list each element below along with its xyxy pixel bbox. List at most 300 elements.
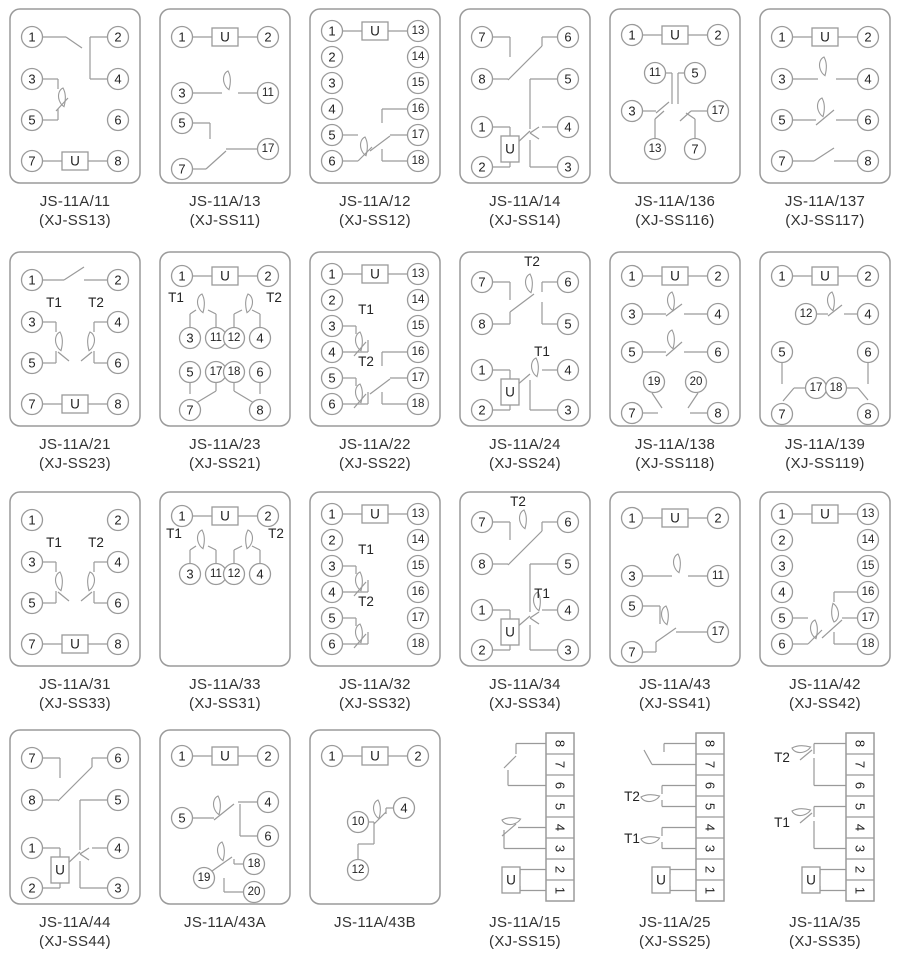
terminal-7	[622, 642, 643, 663]
terminal-6	[558, 27, 579, 48]
svg-text:15: 15	[411, 77, 425, 89]
strip-cell-number: 7	[702, 760, 718, 769]
terminal-2	[258, 746, 279, 767]
svg-text:1: 1	[178, 508, 186, 524]
terminal-4	[858, 304, 879, 325]
svg-text:8: 8	[256, 402, 264, 418]
svg-text:2: 2	[328, 49, 336, 65]
u-coil-label: U	[670, 268, 680, 284]
svg-text:2: 2	[478, 159, 486, 175]
circuit-diagram	[750, 728, 900, 906]
svg-text:4: 4	[114, 314, 122, 330]
terminal-13	[858, 504, 879, 525]
terminal-4	[558, 360, 579, 381]
terminal-3	[772, 69, 793, 90]
terminal-14	[408, 290, 429, 311]
svg-text:6: 6	[714, 344, 722, 360]
contact-tag: T1	[166, 526, 182, 541]
svg-text:1: 1	[328, 748, 336, 764]
svg-text:3: 3	[28, 71, 36, 87]
svg-text:2: 2	[414, 748, 422, 764]
svg-text:6: 6	[564, 514, 572, 530]
terminal-6	[250, 362, 271, 383]
panel-subcaption: (XJ-SS42)	[789, 695, 861, 712]
terminal-1	[622, 25, 643, 46]
svg-text:4: 4	[256, 330, 264, 346]
circuit-diagram	[608, 490, 742, 668]
svg-text:3: 3	[114, 880, 122, 896]
svg-text:3: 3	[178, 85, 186, 101]
terminal-7	[685, 139, 706, 160]
svg-text:5: 5	[28, 595, 36, 611]
svg-text:7: 7	[778, 153, 786, 169]
strip-cell-number: 2	[552, 865, 568, 874]
svg-text:2: 2	[28, 880, 36, 896]
svg-text:1: 1	[28, 272, 36, 288]
panel-caption: JS-11A/14	[489, 193, 561, 210]
svg-text:12: 12	[351, 864, 365, 876]
terminal-1	[172, 266, 193, 287]
terminal-7	[180, 400, 201, 421]
svg-text:5: 5	[28, 112, 36, 128]
terminal-2	[108, 510, 129, 531]
terminal-2	[858, 27, 879, 48]
svg-text:1: 1	[628, 268, 636, 284]
strip-cell-number: 4	[702, 823, 718, 832]
svg-text:6: 6	[328, 153, 336, 169]
u-coil-label: U	[220, 268, 230, 284]
strip-cell-number: 5	[552, 802, 568, 811]
svg-text:4: 4	[564, 119, 572, 135]
panel-subcaption: (XJ-SS11)	[189, 212, 261, 229]
svg-text:12: 12	[227, 332, 241, 344]
terminal-6	[558, 512, 579, 533]
panel-caption: JS-11A/15	[489, 914, 561, 931]
svg-text:3: 3	[564, 159, 572, 175]
relay-panel	[150, 243, 300, 483]
svg-text:3: 3	[186, 330, 194, 346]
svg-text:7: 7	[778, 406, 786, 422]
svg-text:4: 4	[864, 71, 872, 87]
relay-panel	[300, 243, 450, 483]
svg-text:8: 8	[114, 396, 122, 412]
svg-text:5: 5	[328, 127, 336, 143]
panel-subcaption: (XJ-SS31)	[189, 695, 261, 712]
terminal-13	[408, 21, 429, 42]
relay-panel	[0, 0, 150, 243]
terminal-1	[472, 360, 493, 381]
terminal-6	[322, 634, 343, 655]
terminal-3	[622, 101, 643, 122]
terminal-3	[772, 556, 793, 577]
relay-panel	[0, 721, 150, 959]
terminal-2	[108, 27, 129, 48]
panel-caption: JS-11A/11	[39, 193, 111, 210]
strip-cell-number: 5	[852, 802, 868, 811]
terminal-6	[258, 826, 279, 847]
u-coil-label: U	[370, 748, 380, 764]
strip-cell-number: 3	[702, 844, 718, 853]
panel-caption: JS-11A/43	[639, 676, 711, 693]
circuit-diagram	[608, 7, 742, 185]
panel-caption: JS-11A/42	[789, 676, 861, 693]
svg-text:6: 6	[328, 636, 336, 652]
terminal-18	[408, 151, 429, 172]
terminal-1	[172, 506, 193, 527]
svg-text:5: 5	[178, 115, 186, 131]
terminal-5	[622, 596, 643, 617]
svg-text:4: 4	[778, 584, 786, 600]
svg-text:2: 2	[328, 292, 336, 308]
svg-text:1: 1	[628, 510, 636, 526]
svg-text:2: 2	[114, 272, 122, 288]
svg-text:4: 4	[114, 840, 122, 856]
svg-text:12: 12	[227, 568, 241, 580]
terminal-18	[826, 378, 847, 399]
terminal-6	[858, 110, 879, 131]
svg-text:7: 7	[28, 750, 36, 766]
svg-text:1: 1	[28, 29, 36, 45]
panel-caption: JS-11A/13	[189, 193, 261, 210]
terminal-8	[858, 151, 879, 172]
svg-text:4: 4	[714, 306, 722, 322]
strip-cell-number: 1	[702, 886, 718, 895]
terminal-5	[172, 808, 193, 829]
panel-subcaption: (XJ-SS33)	[39, 695, 111, 712]
terminal-7	[22, 634, 43, 655]
svg-text:8: 8	[114, 636, 122, 652]
terminal-15	[858, 556, 879, 577]
relay-panel	[450, 0, 600, 243]
svg-text:1: 1	[328, 23, 336, 39]
svg-text:8: 8	[28, 792, 36, 808]
terminal-1	[322, 746, 343, 767]
terminal-7	[22, 748, 43, 769]
circuit-diagram	[158, 728, 292, 906]
svg-text:10: 10	[351, 816, 365, 828]
terminal-17	[258, 139, 279, 160]
svg-text:17: 17	[411, 612, 425, 624]
terminal-6	[858, 342, 879, 363]
svg-text:3: 3	[328, 558, 336, 574]
circuit-diagram	[8, 728, 142, 906]
panel-subcaption: (XJ-SS32)	[339, 695, 411, 712]
terminal-2	[772, 530, 793, 551]
circuit-diagram	[758, 7, 892, 185]
svg-text:2: 2	[714, 510, 722, 526]
terminal-2	[472, 157, 493, 178]
panel-caption: JS-11A/22	[339, 436, 411, 453]
circuit-diagram	[758, 250, 892, 428]
svg-text:8: 8	[478, 316, 486, 332]
svg-text:2: 2	[714, 27, 722, 43]
terminal-2	[322, 47, 343, 68]
panel-subcaption: (XJ-SS21)	[189, 455, 261, 472]
svg-text:3: 3	[28, 314, 36, 330]
terminal-4	[772, 582, 793, 603]
circuit-diagram	[8, 7, 142, 185]
svg-text:6: 6	[114, 595, 122, 611]
svg-text:13: 13	[411, 508, 425, 520]
panel-caption: JS-11A/32	[339, 676, 411, 693]
terminal-4	[394, 798, 415, 819]
circuit-diagram	[308, 7, 442, 185]
panel-caption: JS-11A/139	[784, 436, 866, 453]
contact-tag: T2	[88, 535, 104, 550]
u-coil-label: U	[70, 153, 80, 169]
delay-coil-icon	[792, 746, 811, 753]
svg-text:2: 2	[264, 29, 272, 45]
terminal-5	[322, 368, 343, 389]
terminal-1	[772, 266, 793, 287]
wire	[504, 756, 516, 768]
svg-text:1: 1	[328, 506, 336, 522]
strip-cell-number: 7	[852, 760, 868, 769]
terminal-7	[472, 27, 493, 48]
relay-panel	[300, 483, 450, 721]
svg-text:7: 7	[478, 514, 486, 530]
contact-tag: T2	[268, 526, 284, 541]
svg-text:14: 14	[411, 534, 425, 546]
svg-text:2: 2	[478, 642, 486, 658]
svg-text:3: 3	[778, 558, 786, 574]
panel-caption: JS-11A/43A	[184, 914, 266, 931]
circuit-diagram	[458, 490, 592, 668]
svg-text:2: 2	[264, 508, 272, 524]
svg-text:2: 2	[714, 268, 722, 284]
svg-text:18: 18	[411, 398, 425, 410]
svg-text:2: 2	[864, 268, 872, 284]
terminal-12	[224, 328, 245, 349]
svg-text:4: 4	[114, 71, 122, 87]
terminal-2	[472, 400, 493, 421]
svg-text:14: 14	[861, 534, 875, 546]
relay-panel	[0, 483, 150, 721]
terminal-4	[322, 582, 343, 603]
terminal-5	[558, 554, 579, 575]
terminal-13	[408, 264, 429, 285]
svg-text:18: 18	[829, 382, 843, 394]
terminal-5	[322, 125, 343, 146]
circuit-diagram	[458, 250, 592, 428]
svg-text:17: 17	[209, 366, 223, 378]
relay-panel	[600, 243, 750, 483]
svg-text:11: 11	[262, 87, 274, 99]
terminal-5	[772, 342, 793, 363]
svg-text:12: 12	[799, 308, 813, 320]
relay-panel	[450, 721, 600, 959]
terminal-18	[858, 634, 879, 655]
terminal-3	[322, 556, 343, 577]
svg-text:4: 4	[564, 602, 572, 618]
terminal-8	[22, 790, 43, 811]
terminal-1	[622, 508, 643, 529]
svg-text:5: 5	[186, 364, 194, 380]
u-coil-label: U	[505, 624, 515, 640]
u-coil-label: U	[506, 872, 516, 888]
svg-text:1: 1	[28, 512, 36, 528]
svg-text:6: 6	[778, 636, 786, 652]
terminal-7	[622, 403, 643, 424]
u-coil-label: U	[656, 872, 666, 888]
panel-caption: JS-11A/33	[189, 676, 261, 693]
svg-text:5: 5	[328, 610, 336, 626]
terminal-1	[172, 27, 193, 48]
svg-text:4: 4	[114, 554, 122, 570]
contact-tag: T1	[46, 535, 62, 550]
terminal-8	[472, 554, 493, 575]
svg-text:1: 1	[478, 119, 486, 135]
terminal-7	[772, 151, 793, 172]
svg-text:4: 4	[564, 362, 572, 378]
strip-cell-number: 2	[852, 865, 868, 874]
terminal-15	[408, 556, 429, 577]
svg-text:4: 4	[864, 306, 872, 322]
terminal-5	[180, 362, 201, 383]
terminal-3	[322, 316, 343, 337]
svg-text:2: 2	[328, 532, 336, 548]
svg-text:6: 6	[114, 355, 122, 371]
panel-caption: JS-11A/34	[489, 676, 561, 693]
u-coil-label: U	[505, 384, 515, 400]
svg-text:5: 5	[778, 112, 786, 128]
terminal-3	[22, 552, 43, 573]
u-coil-label: U	[505, 141, 515, 157]
svg-text:11: 11	[649, 67, 661, 79]
strip-cell-number: 1	[552, 886, 568, 895]
terminal-3	[558, 640, 579, 661]
svg-text:3: 3	[628, 306, 636, 322]
svg-text:4: 4	[256, 566, 264, 582]
terminal-6	[772, 634, 793, 655]
terminal-3	[108, 878, 129, 899]
terminal-2	[708, 25, 729, 46]
terminal-1	[22, 510, 43, 531]
panel-subcaption: (XJ-SS117)	[785, 212, 865, 229]
svg-text:2: 2	[478, 402, 486, 418]
svg-text:3: 3	[186, 566, 194, 582]
terminal-2	[472, 640, 493, 661]
terminal-7	[22, 151, 43, 172]
terminal-8	[472, 69, 493, 90]
relay-panel	[450, 483, 600, 721]
u-coil-label: U	[670, 27, 680, 43]
panel-subcaption: (XJ-SS14)	[489, 212, 561, 229]
terminal-5	[558, 314, 579, 335]
svg-text:2: 2	[864, 29, 872, 45]
terminal-3	[180, 328, 201, 349]
svg-text:2: 2	[778, 532, 786, 548]
terminal-1	[322, 21, 343, 42]
strip-cell-number: 3	[552, 844, 568, 853]
svg-text:1: 1	[28, 840, 36, 856]
strip-cell-number: 1	[852, 886, 868, 895]
terminal-2	[322, 290, 343, 311]
terminal-4	[258, 792, 279, 813]
terminal-3	[22, 69, 43, 90]
terminal-8	[108, 634, 129, 655]
svg-text:18: 18	[861, 638, 875, 650]
terminal-6	[108, 110, 129, 131]
terminal-4	[108, 552, 129, 573]
strip-cell-number: 3	[852, 844, 868, 853]
svg-text:16: 16	[411, 586, 425, 598]
terminal-4	[108, 312, 129, 333]
contact-tag: T1	[534, 344, 550, 359]
terminal-16	[858, 582, 879, 603]
strip-cell-number: 6	[702, 781, 718, 790]
svg-text:16: 16	[411, 103, 425, 115]
svg-text:13: 13	[411, 268, 425, 280]
circuit-diagram	[450, 728, 600, 906]
svg-text:20: 20	[689, 376, 703, 388]
svg-text:5: 5	[564, 316, 572, 332]
svg-text:17: 17	[711, 105, 725, 117]
strip-cell-number: 7	[552, 760, 568, 769]
u-coil-label: U	[370, 266, 380, 282]
terminal-12	[348, 860, 369, 881]
svg-text:7: 7	[186, 402, 194, 418]
terminal-5	[622, 342, 643, 363]
svg-text:15: 15	[411, 320, 425, 332]
relay-panel	[600, 721, 750, 959]
svg-text:18: 18	[411, 155, 425, 167]
terminal-18	[408, 634, 429, 655]
contact-tag: T2	[358, 354, 374, 369]
terminal-14	[858, 530, 879, 551]
terminal-19	[194, 868, 215, 889]
terminal-5	[22, 353, 43, 374]
svg-text:6: 6	[564, 274, 572, 290]
terminal-15	[408, 73, 429, 94]
u-coil-label: U	[220, 508, 230, 524]
wire	[644, 750, 652, 765]
terminal-3	[558, 400, 579, 421]
circuit-diagram	[758, 490, 892, 668]
panel-caption: JS-11A/21	[39, 436, 111, 453]
contact-tag: T1	[534, 586, 550, 601]
svg-text:20: 20	[247, 886, 261, 898]
u-coil-label: U	[820, 268, 830, 284]
terminal-20	[686, 372, 707, 393]
panel-caption: JS-11A/136	[634, 193, 716, 210]
circuit-diagram	[158, 250, 292, 428]
terminal-1	[22, 838, 43, 859]
u-coil-label: U	[70, 396, 80, 412]
svg-text:11: 11	[712, 570, 724, 582]
svg-text:1: 1	[178, 268, 186, 284]
svg-text:6: 6	[328, 396, 336, 412]
svg-text:15: 15	[861, 560, 875, 572]
relay-panel	[150, 0, 300, 243]
panel-subcaption: (XJ-SS119)	[785, 455, 865, 472]
svg-text:8: 8	[478, 556, 486, 572]
svg-text:15: 15	[411, 560, 425, 572]
svg-text:1: 1	[328, 266, 336, 282]
strip-cell-number: 8	[552, 739, 568, 748]
svg-text:7: 7	[691, 141, 699, 157]
terminal-17	[708, 622, 729, 643]
contact-tag: T2	[774, 750, 790, 765]
svg-text:3: 3	[564, 402, 572, 418]
svg-text:5: 5	[564, 71, 572, 87]
contact-tag: T1	[624, 831, 640, 846]
terminal-11	[708, 566, 729, 587]
strip-cell-number: 6	[552, 781, 568, 790]
svg-text:7: 7	[28, 396, 36, 412]
terminal-7	[172, 159, 193, 180]
strip-cell-number: 8	[702, 739, 718, 748]
